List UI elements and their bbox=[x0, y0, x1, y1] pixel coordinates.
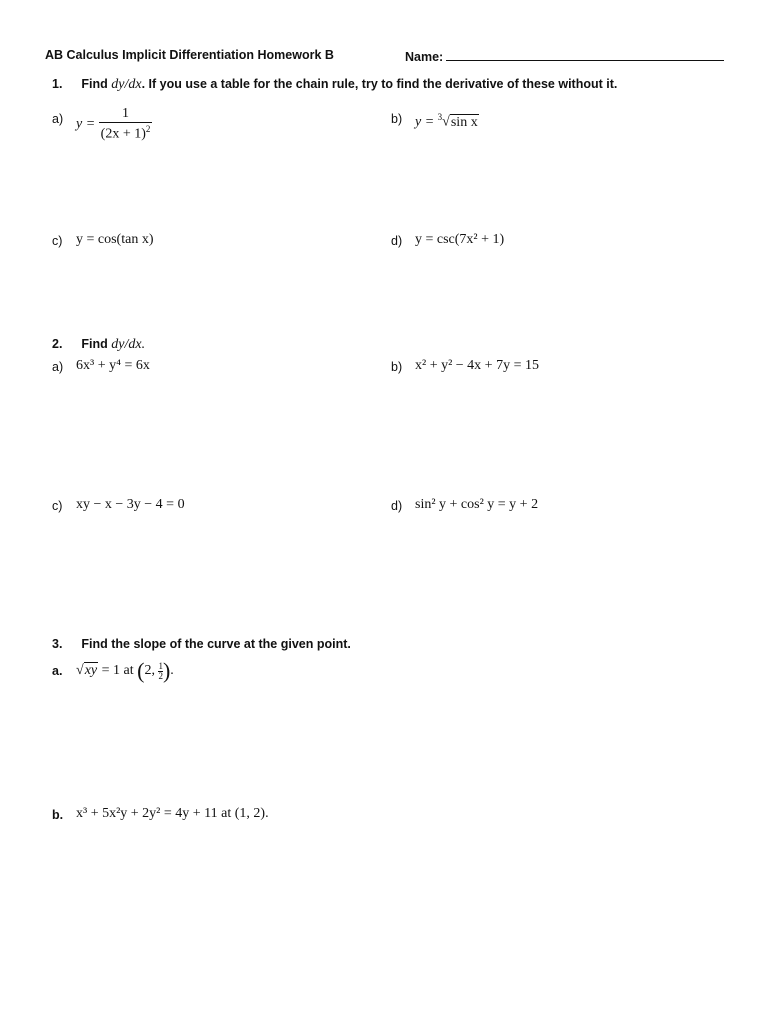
lhs: y = bbox=[415, 114, 435, 130]
question-text-pre: Find bbox=[81, 77, 108, 91]
problem-1b-expression bbox=[415, 112, 479, 131]
left-paren: ( bbox=[137, 658, 145, 683]
numerator: 1 bbox=[122, 106, 130, 121]
denominator bbox=[99, 122, 153, 143]
problem-3b-expression: x³ + 5x²y + 2y² = 4y + 11 at (1, 2). bbox=[76, 806, 269, 821]
name-field[interactable] bbox=[405, 48, 724, 64]
right-paren: ) bbox=[162, 658, 171, 683]
problem-3a-label: a. bbox=[52, 664, 63, 678]
question-text: Find the slope of the curve at the given point. bbox=[81, 637, 351, 651]
denominator-exponent: 2 bbox=[145, 124, 151, 134]
root-index: 3 bbox=[437, 112, 443, 122]
problem-1c-label: c) bbox=[52, 234, 63, 248]
problem-1d-label: d) bbox=[391, 234, 403, 248]
radical-sign: √ bbox=[76, 663, 84, 679]
question-text-post: . If you use a table for the chain rule, try to find the derivative of these without it. bbox=[141, 77, 618, 91]
problem-2c-expression: xy − x − 3y − 4 = 0 bbox=[76, 497, 185, 512]
worksheet-title: AB Calculus Implicit Differentiation Homework B bbox=[45, 48, 334, 62]
question-2-prompt bbox=[52, 337, 145, 353]
radical-sign: √ bbox=[442, 114, 450, 130]
problem-2d-expression: sin² y + cos² y = y + 2 bbox=[415, 497, 539, 512]
problem-3b-label: b. bbox=[52, 808, 64, 822]
equation-text: = 1 at bbox=[98, 663, 134, 679]
problem-3a-expression bbox=[76, 660, 174, 682]
question-number: 1. bbox=[52, 77, 63, 91]
question-3-prompt bbox=[52, 637, 351, 651]
fraction bbox=[99, 106, 153, 143]
name-label: Name: bbox=[405, 50, 444, 64]
problem-2b-expression: x² + y² − 4x + 7y = 15 bbox=[415, 358, 539, 373]
problem-2c-label: c) bbox=[52, 499, 63, 513]
end-period: . bbox=[170, 663, 174, 679]
problem-1b-label: b) bbox=[391, 112, 403, 126]
problem-1c-expression: y = cos(tan x) bbox=[76, 232, 154, 247]
question-math: dy/dx. bbox=[111, 337, 146, 352]
question-number: 2. bbox=[52, 337, 63, 351]
point-y-den: 2 bbox=[158, 670, 163, 681]
radicand: xy bbox=[84, 663, 98, 679]
radicand: sin x bbox=[450, 114, 478, 130]
point-x: 2, bbox=[144, 663, 155, 679]
problem-2d-label: d) bbox=[391, 499, 403, 513]
problem-1a-label: a) bbox=[52, 112, 64, 126]
name-blank-line bbox=[446, 48, 724, 61]
question-number: 3. bbox=[52, 637, 63, 651]
problem-2b-label: b) bbox=[391, 360, 403, 374]
point-y-num: 1 bbox=[158, 660, 163, 671]
lhs: y = bbox=[76, 116, 96, 132]
problem-2a-label: a) bbox=[52, 360, 64, 374]
problem-1a-expression bbox=[76, 106, 152, 143]
denominator-base: (2x + 1) bbox=[100, 126, 146, 142]
problem-1d-expression: y = csc(7x² + 1) bbox=[415, 232, 505, 247]
question-math: dy/dx bbox=[111, 77, 142, 92]
question-text-pre: Find bbox=[81, 337, 108, 351]
question-1-prompt bbox=[52, 77, 617, 93]
problem-2a-expression: 6x³ + y⁴ = 6x bbox=[76, 358, 150, 373]
